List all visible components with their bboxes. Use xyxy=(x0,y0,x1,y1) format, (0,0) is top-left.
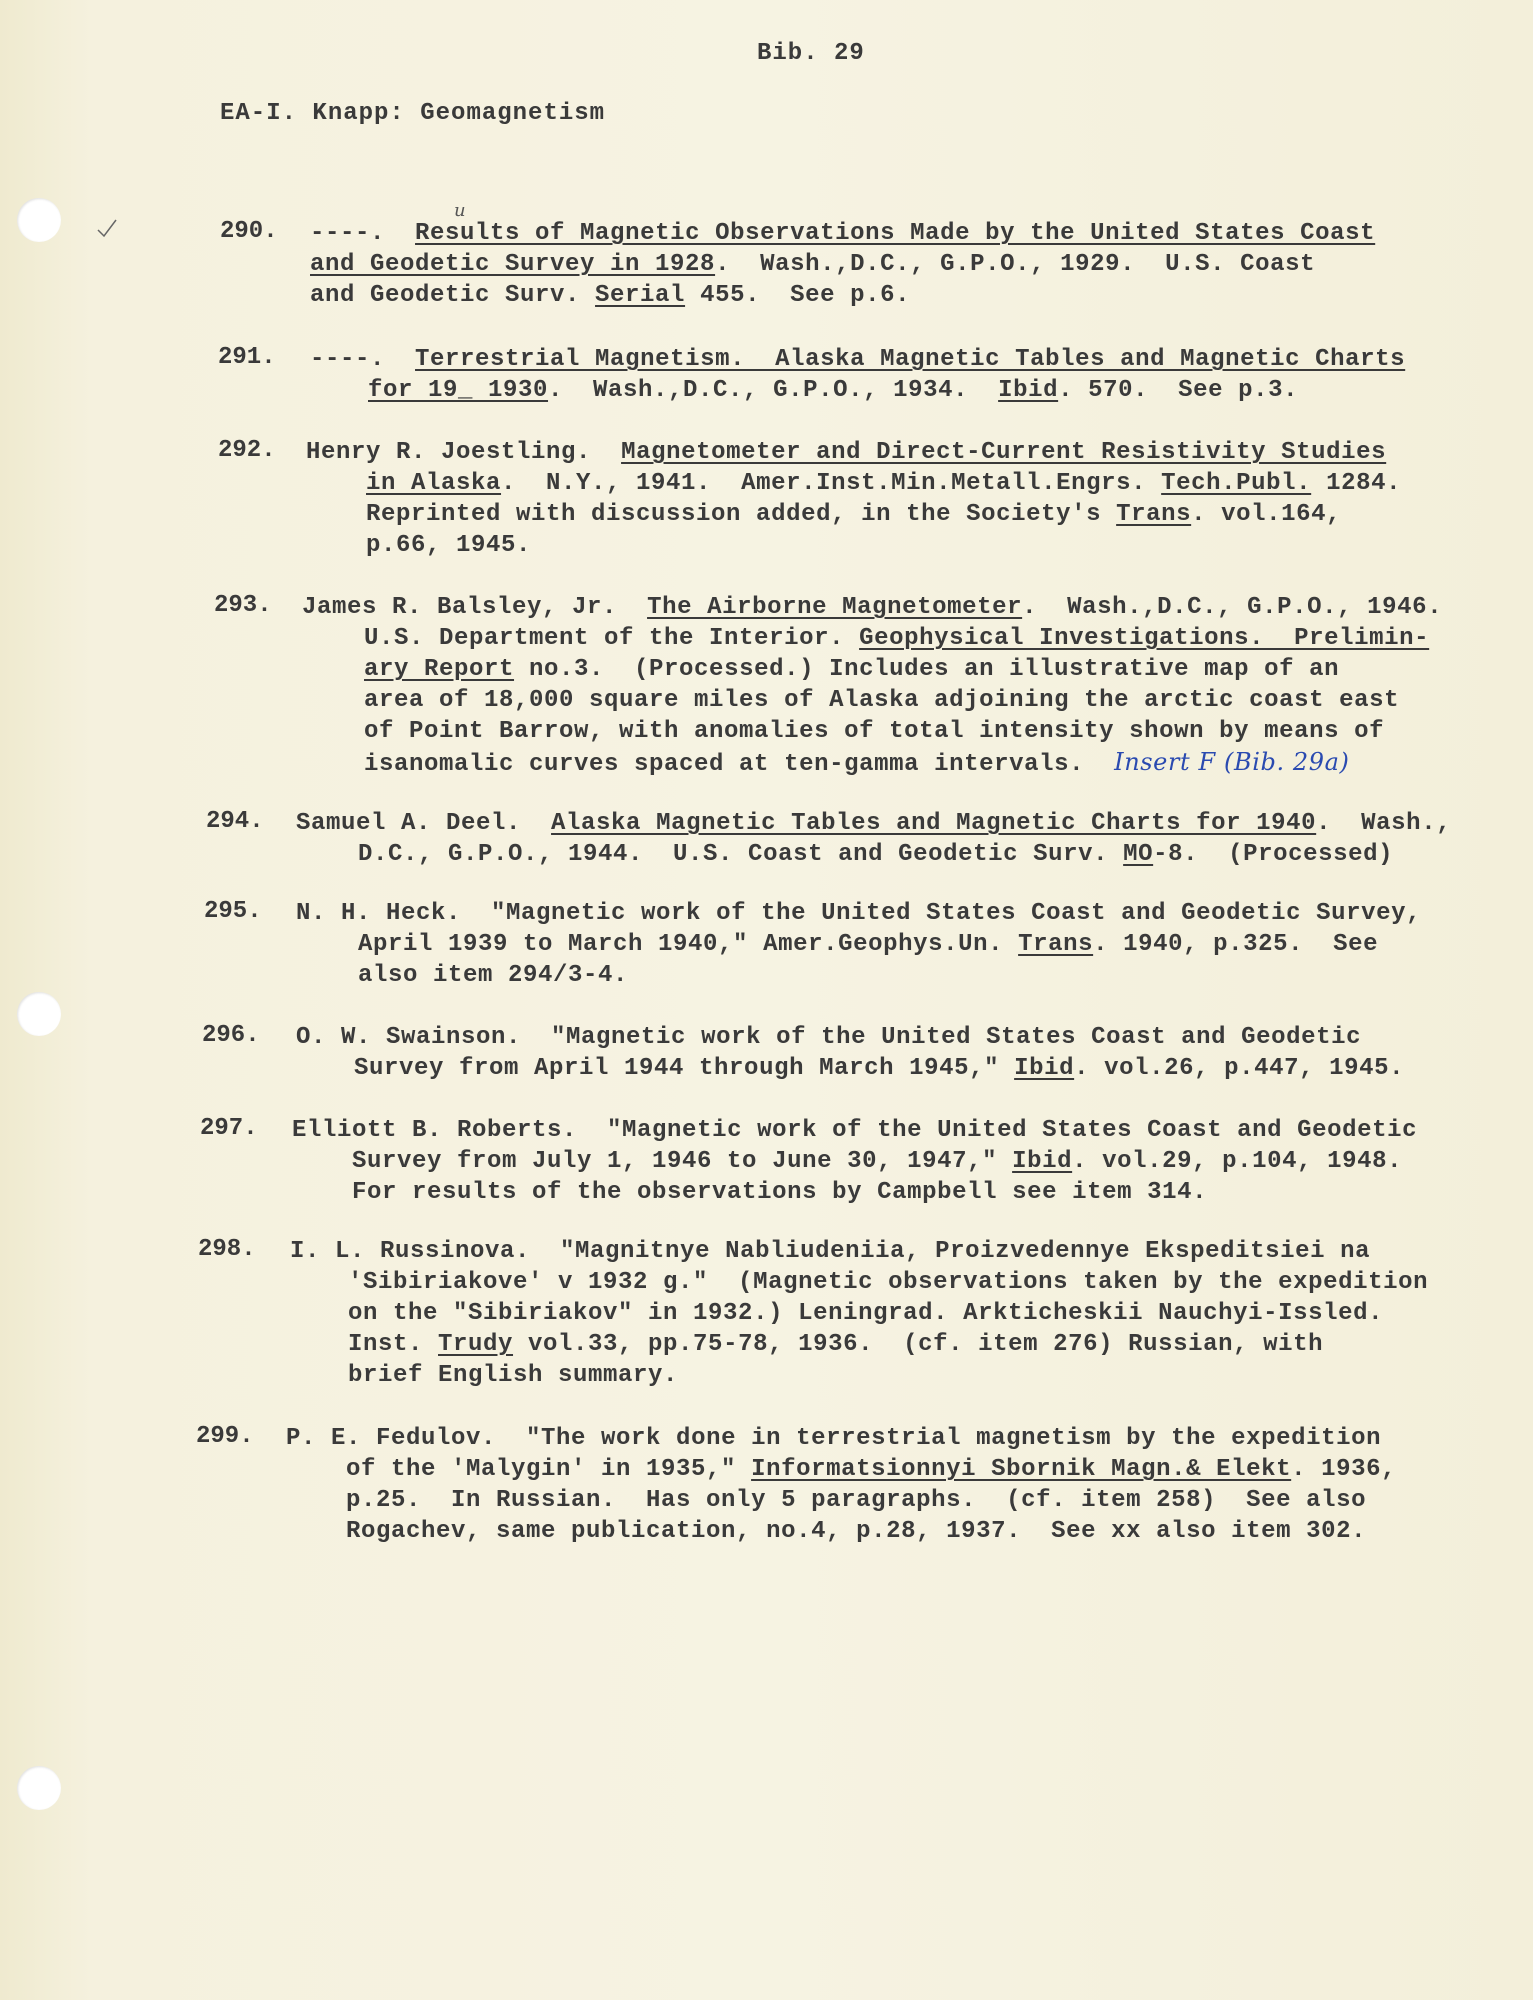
entry-text: p.25. In Russian. Has only 5 paragraphs. (cf. item 258) See also xyxy=(346,1487,1367,1514)
entry-text: -8. (Processed) xyxy=(1153,841,1394,868)
entry-line xyxy=(310,280,910,311)
entry-line xyxy=(346,1454,1396,1485)
underlined-title: Ibid xyxy=(1012,1148,1073,1175)
page-reference: Bib. 29 xyxy=(757,40,865,67)
entry-text: Inst. xyxy=(348,1331,439,1358)
entry-number: 293. xyxy=(214,592,272,619)
punch-hole xyxy=(17,198,61,242)
entry-text: 455. See p.6. xyxy=(685,282,911,309)
entry-text: Survey from April 1944 through March 1945," xyxy=(354,1055,1015,1082)
handwritten-annotation: Insert F (Bib. 29a) xyxy=(1114,748,1350,776)
checkmark-icon xyxy=(96,218,118,238)
entry-line xyxy=(306,437,1386,468)
entry-line xyxy=(348,1267,1428,1298)
entry-text: Elliott B. Roberts. "Magnetic work of the United States Coast and Geodetic xyxy=(292,1117,1418,1144)
underlined-title: MO xyxy=(1123,841,1154,868)
entry-line xyxy=(352,1177,1207,1208)
entry-text: isanomalic curves spaced at ten-gamma intervals. xyxy=(364,751,1115,778)
entry-text: Henry R. Joestling. xyxy=(306,439,622,466)
entry-text: p.66, 1945. xyxy=(366,532,532,559)
entry-text: 1284. xyxy=(1311,470,1402,497)
entry-line xyxy=(358,929,1378,960)
underlined-title: and Geodetic Survey in 1928 xyxy=(310,251,716,278)
entry-line xyxy=(286,1423,1381,1454)
entry-line xyxy=(368,375,1298,406)
entry-text: . Wash.,D.C., G.P.O., 1934. xyxy=(548,377,999,404)
entry-line xyxy=(358,960,628,991)
entry-line xyxy=(364,716,1384,747)
entry-line xyxy=(348,1329,1323,1360)
entry-number: 296. xyxy=(202,1022,260,1049)
entry-text: . 570. See p.3. xyxy=(1058,377,1299,404)
entry-text: N. H. Heck. "Magnetic work of the United States Coast and Geodetic Survey, xyxy=(296,900,1422,927)
section-title: EA-I. Knapp: Geomagnetism xyxy=(220,100,606,127)
entry-text: April 1939 to March 1940," Amer.Geophys.Un. xyxy=(358,931,1019,958)
entry-text: . N.Y., 1941. Amer.Inst.Min.Metall.Engrs. xyxy=(501,470,1162,497)
entry-text: For results of the observations by Campbell see item 314. xyxy=(352,1179,1208,1206)
entry-text: 'Sibiriakove' v 1932 g." (Magnetic observations taken by the expedition xyxy=(348,1269,1429,1296)
entry-text: area of 18,000 square miles of Alaska adjoining the arctic coast east xyxy=(364,687,1400,714)
entry-text: ----. xyxy=(310,346,416,373)
underlined-title: ary Report xyxy=(364,656,515,683)
entry-text: I. L. Russinova. "Magnitnye Nabliudeniia, Proizvedennye Ekspeditsiei na xyxy=(290,1238,1371,1265)
entry-line xyxy=(352,1146,1402,1177)
entry-text: of the 'Malygin' in 1935," xyxy=(346,1456,752,1483)
entry-text: . Wash., xyxy=(1316,810,1452,837)
entry-number: 298. xyxy=(198,1236,256,1263)
entry-text: brief English summary. xyxy=(348,1362,679,1389)
underlined-title: in Alaska xyxy=(366,470,502,497)
underlined-title: Geophysical Investigations. Prelimin- xyxy=(859,625,1430,652)
entry-text: . vol.29, p.104, 1948. xyxy=(1072,1148,1403,1175)
entry-line xyxy=(346,1485,1366,1516)
entry-line xyxy=(296,808,1451,839)
entry-text: Survey from July 1, 1946 to June 30, 1947," xyxy=(352,1148,1013,1175)
underlined-title: Ibid xyxy=(1014,1055,1075,1082)
underlined-title: Informatsionnyi Sbornik Magn.& Elekt xyxy=(751,1456,1292,1483)
entry-line xyxy=(364,623,1429,654)
entry-number: 291. xyxy=(218,344,276,371)
entry-text: . 1940, p.325. See xyxy=(1093,931,1379,958)
underlined-title: The Airborne Magnetometer xyxy=(647,594,1023,621)
entry-text: . Wash.,D.C., G.P.O., 1946. xyxy=(1022,594,1443,621)
entry-text: D.C., G.P.O., 1944. U.S. Coast and Geodetic Surv. xyxy=(358,841,1124,868)
entry-line xyxy=(302,592,1442,623)
entry-number: 290. xyxy=(220,218,278,245)
entry-text: U.S. Department of the Interior. xyxy=(364,625,860,652)
underlined-title: Ibid xyxy=(998,377,1059,404)
entry-line xyxy=(296,898,1421,929)
entry-text: P. E. Fedulov. "The work done in terrestrial magnetism by the expedition xyxy=(286,1425,1382,1452)
entry-text: Samuel A. Deel. xyxy=(296,810,552,837)
entry-line xyxy=(310,249,1315,280)
entry-line xyxy=(366,468,1401,499)
entry-text: also item 294/3-4. xyxy=(358,962,629,989)
entry-text: vol.33, pp.75-78, 1936. (cf. item 276) Russian, with xyxy=(513,1331,1324,1358)
underlined-title: Tech.Publ. xyxy=(1161,470,1312,497)
entry-text: on the "Sibiriakov" in 1932.) Leningrad. Arkticheskii Nauchyi-Issled. xyxy=(348,1300,1384,1327)
punch-hole xyxy=(17,1766,61,1810)
underlined-title: Serial xyxy=(595,282,686,309)
entry-text: Rogachev, same publication, no.4, p.28, 1937. See xx also item 302. xyxy=(346,1518,1367,1545)
entry-line xyxy=(364,654,1339,685)
entry-text: . Wash.,D.C., G.P.O., 1929. U.S. Coast xyxy=(715,251,1316,278)
entry-number: 294. xyxy=(206,808,264,835)
entry-text: . vol.164, xyxy=(1191,501,1342,528)
entry-line xyxy=(290,1236,1370,1267)
entry-text: no.3. (Processed.) Includes an illustrative map of an xyxy=(514,656,1340,683)
entry-line xyxy=(296,1022,1361,1053)
entry-line xyxy=(364,685,1399,716)
underlined-title: Trans xyxy=(1116,501,1192,528)
entry-line xyxy=(348,1360,678,1391)
entry-text: ----. xyxy=(310,220,416,247)
entry-text: and Geodetic Surv. xyxy=(310,282,596,309)
entry-text: . 1936, xyxy=(1291,1456,1397,1483)
entry-line xyxy=(310,218,1375,249)
entry-text: . vol.26, p.447, 1945. xyxy=(1074,1055,1405,1082)
underlined-title: Results of Magnetic Observations Made by the United States Coast xyxy=(415,220,1376,247)
entry-number: 299. xyxy=(196,1423,254,1450)
entry-line xyxy=(366,530,531,561)
entry-text: Reprinted with discussion added, in the Society's xyxy=(366,501,1117,528)
entry-line xyxy=(292,1115,1417,1146)
underlined-title: Trans xyxy=(1018,931,1094,958)
entry-text: James R. Balsley, Jr. xyxy=(302,594,648,621)
entry-line xyxy=(346,1516,1366,1547)
underlined-title: for 19_ 1930 xyxy=(368,377,549,404)
entry-text: O. W. Swainson. "Magnetic work of the United States Coast and Geodetic xyxy=(296,1024,1362,1051)
entry-number: 292. xyxy=(218,437,276,464)
entry-number: 295. xyxy=(204,898,262,925)
underlined-title: Trudy xyxy=(438,1331,514,1358)
handwritten-correction: u xyxy=(454,200,466,221)
underlined-title: Terrestrial Magnetism. Alaska Magnetic Tables and Magnetic Charts xyxy=(415,346,1406,373)
entry-line xyxy=(310,344,1405,375)
entry-line xyxy=(358,839,1393,870)
underlined-title: Alaska Magnetic Tables and Magnetic Charts for 1940 xyxy=(551,810,1317,837)
underlined-title: Magnetometer and Direct-Current Resistivity Studies xyxy=(621,439,1387,466)
entry-line xyxy=(354,1053,1404,1084)
entry-text: of Point Barrow, with anomalies of total intensity shown by means of xyxy=(364,718,1385,745)
punch-hole xyxy=(17,992,61,1036)
entry-line xyxy=(364,747,1350,780)
entry-number: 297. xyxy=(200,1115,258,1142)
entry-line xyxy=(366,499,1341,530)
entry-line xyxy=(348,1298,1383,1329)
